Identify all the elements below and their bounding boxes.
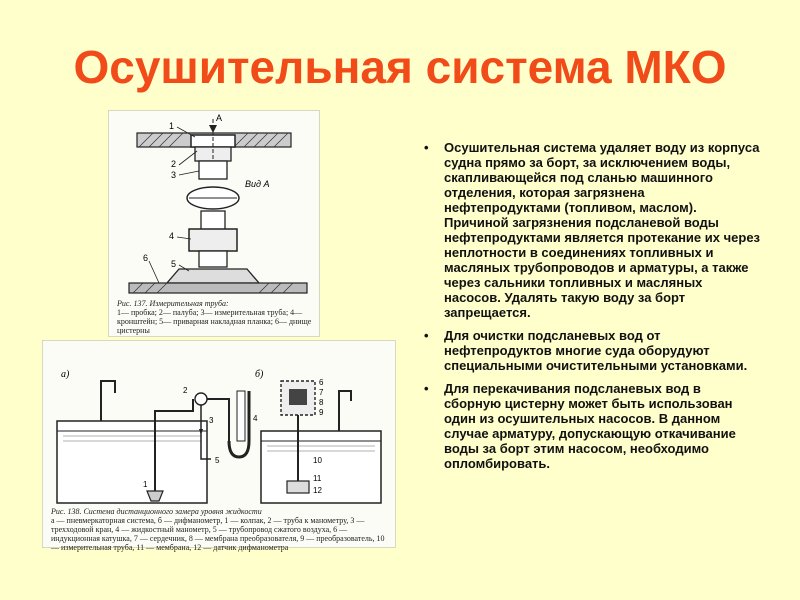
fig2-caption-text: а — пневмеркаторная система, б — дифманометр, 1 — колпак, 2 — труба к манометру, 3 — трехходовой кран, 4 — жидкостный манометр, 5 — трубопровод сжатого воздуха, 6 — индукционная катушка, 7 — сердечник, 8 — мембрана преобразователя, 9 — преобразователь, 10 — измерительная труба, 11 — мембрана, 12 — датчик дифманометра [51, 516, 385, 552]
fig2-label-1: 1 [143, 480, 148, 489]
fig2-part-b: б) [255, 369, 264, 380]
fig2-label-9: 9 [319, 408, 324, 417]
fig1-caption-text: 1— пробка; 2— палуба; 3— измерительная труба; 4— кронштейн; 5— приварная накладная планка; 6— днище цистерны [117, 308, 312, 335]
fig1-label-1: 1 [169, 121, 175, 131]
fig1-axis-label: А [216, 113, 223, 123]
bullet-item [420, 381, 760, 471]
fig2-label-8: 8 [319, 398, 324, 407]
fig2-label-7: 7 [319, 388, 324, 397]
bullet-dot-icon: • [424, 381, 429, 396]
bullet-dot-icon: • [424, 140, 429, 155]
fig1-label-6: 6 [143, 253, 149, 263]
bullet-text: Для очистки подсланевых вод от нефтепродуктов многие суда оборудуют специальными очистительными установками. [444, 328, 748, 373]
bullet-text: Осушительная система удаляет воду из корпуса судна прямо за борт, за исключением воды, скапливающейся под сланью машинного отделения, которая загрязнена нефтепродуктами (топливом, маслом). Причиной загрязнения подсланевой воды нефтепродуктами является протекание их через неплотности в соединениях топливных и масляных трубопроводов и арматуры, а также через сальники топливных и масляных насосов. Удалять такую воду за борт запрещается. [444, 140, 761, 320]
fig2-label-12: 12 [313, 486, 322, 495]
fig1-caption-title: Рис. 137. Измерительная труба: [117, 299, 229, 308]
fig1-label-3: 3 [171, 170, 177, 180]
fig2-caption [51, 507, 387, 552]
fig1-label-4: 4 [169, 231, 175, 241]
fig2-label-10: 10 [313, 456, 322, 465]
fig1-view-label: Вид А [245, 179, 270, 189]
bullet-item [420, 328, 760, 373]
slide-title: Осушительная система МКО [73, 41, 727, 93]
bullet-text: Для перекачивания подсланевых вод в сборную цистерну может быть использован один из осушительных насосов. В данном случае арматуру, допускающую откачивание воды за борт этим насосом, необходимо опломбировать. [444, 381, 736, 471]
fig2-label-11: 11 [313, 474, 322, 483]
fig2-caption-title: Рис. 138. Система дистанционного замера уровня жидкости [51, 507, 262, 516]
bullet-dot-icon: • [424, 328, 429, 343]
fig1-label-5: 5 [171, 259, 177, 269]
figure-level-measurement [42, 340, 396, 552]
fig2-label-6: 6 [319, 378, 324, 387]
fig2-part-a: а) [61, 369, 70, 380]
bullet-list [420, 140, 760, 479]
fig2-label-2: 2 [183, 386, 188, 395]
fig2-label-4: 4 [253, 414, 258, 423]
fig1-label-2: 2 [171, 159, 177, 169]
figure-measuring-pipe [108, 110, 320, 337]
bullet-item [420, 140, 760, 320]
fig2-label-5: 5 [215, 456, 220, 465]
fig2-label-3: 3 [209, 416, 214, 425]
fig1-caption [117, 299, 313, 335]
